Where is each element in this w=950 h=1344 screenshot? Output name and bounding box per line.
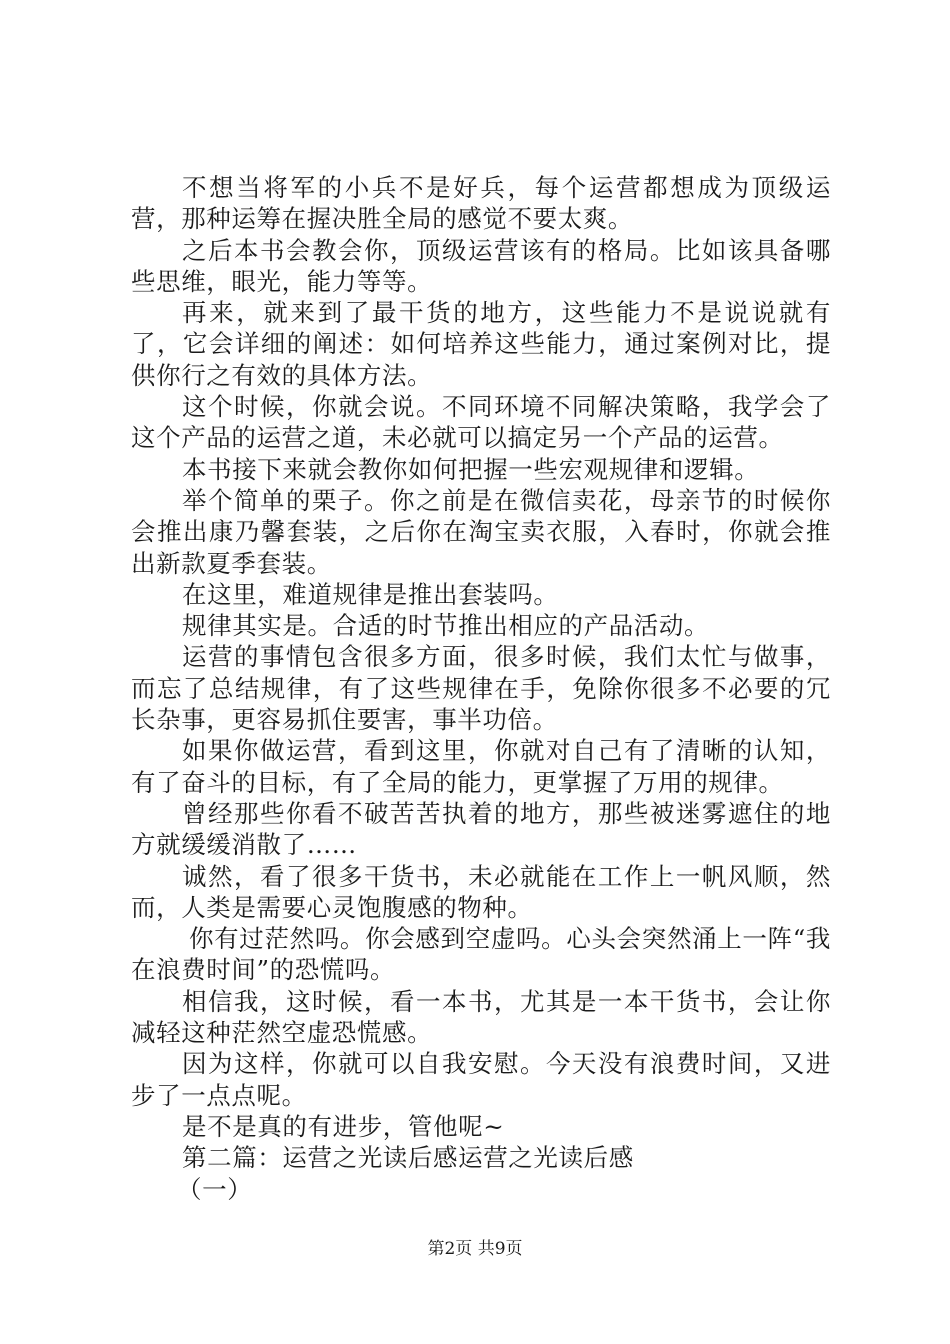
- paragraph-12: 诚然，看了很多干货书，未必就能在工作上一帆风顺，然而，人类是需要心灵饱腹感的物种。: [131, 861, 831, 922]
- paragraph-8: 规律其实是。合适的时节推出相应的产品活动。: [182, 611, 710, 641]
- paragraph-5: 本书接下来就会教你如何把握一些宏观规律和逻辑。: [182, 454, 760, 484]
- paragraph-2: 之后本书会教会你，顶级运营该有的格局。比如该具备哪些思维，眼光，能力等等。: [131, 235, 831, 296]
- paragraph-14: 相信我，这时候，看一本书，尤其是一本干货书，会让你减轻这种茫然空虚恐慌感。: [131, 986, 831, 1048]
- paragraph-10: 如果你做运营，看到这里，你就对自己有了清晰的认知，有了奋斗的目标，有了全局的能力，更掌握了万用的规律。: [131, 736, 831, 797]
- paragraph-1: 不想当将军的小兵不是好兵，每个运营都想成为顶级运营，那种运筹在握决胜全局的感觉不要太爽。: [131, 173, 831, 234]
- paragraph-9: 运营的事情包含很多方面，很多时候，我们太忙与做事，而忘了总结规律，有了这些规律在手，免除你很多不必要的冗长杂事，更容易抓住要害，事半功倍。: [131, 642, 831, 735]
- section-heading: 第二篇：运营之光读后感运营之光读后感: [182, 1143, 634, 1173]
- paragraph-11: 曾经那些你看不破苦苦执着的地方，那些被迷雾遮住的地方就缓缓消散了……: [131, 798, 831, 860]
- paragraph-6: 举个简单的栗子。你之前是在微信卖花，母亲节的时候你会推出康乃馨套装，之后你在淘宝卖衣服，入春时，你就会推出新款夏季套装。: [131, 485, 831, 578]
- page-number-footer: 第2页 共9页: [427, 1239, 523, 1259]
- paragraph-13: 你有过茫然吗。你会感到空虚吗。心头会突然涌上一阵“我在浪费时间”的恐慌吗。: [131, 924, 831, 985]
- paragraph-4: 这个时候，你就会说。不同环境不同解决策略，我学会了这个产品的运营之道，未必就可以搞定另一个产品的运营。: [131, 392, 831, 453]
- paragraph-16: 是不是真的有进步，管他呢~: [182, 1111, 505, 1141]
- paragraph-7: 在这里，难道规律是推出套装吗。: [182, 579, 559, 609]
- paragraph-3: 再来，就来到了最干货的地方，这些能力不是说说就有了，它会详细的阐述：如何培养这些能力，通过案例对比，提供你行之有效的具体方法。: [131, 298, 831, 390]
- subsection-marker: （一）: [177, 1174, 253, 1204]
- paragraph-15: 因为这样，你就可以自我安慰。今天没有浪费时间，又进步了一点点呢。: [131, 1049, 831, 1110]
- document-body: [131, 172, 831, 1205]
